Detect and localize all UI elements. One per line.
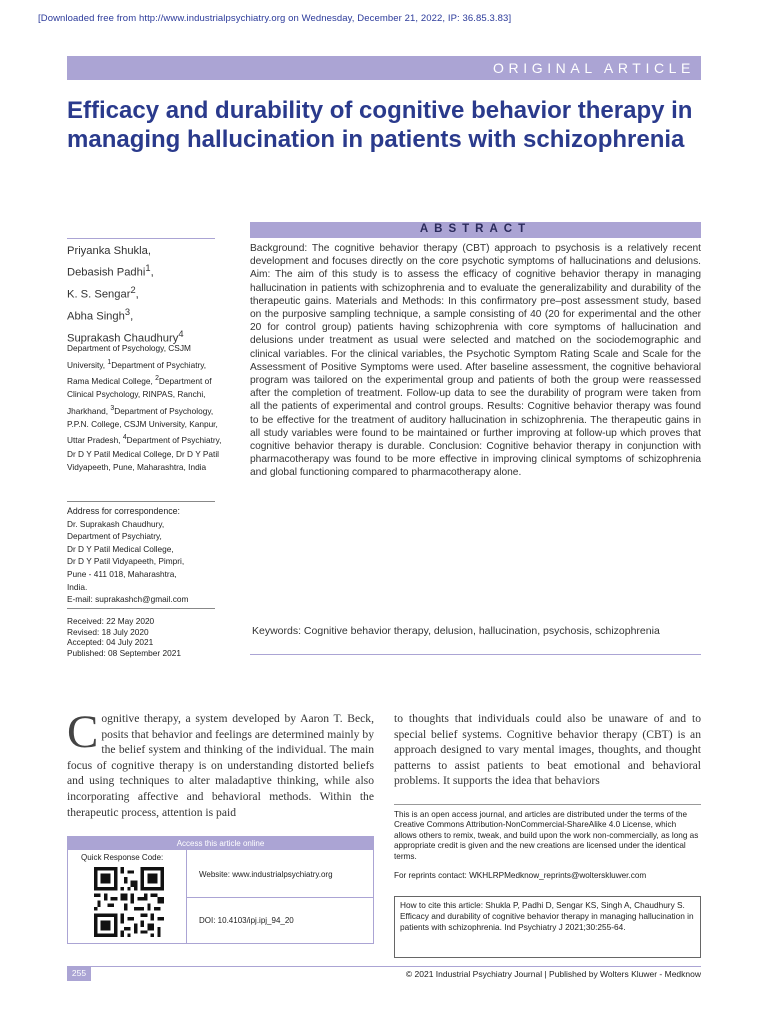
abstract-divider — [67, 238, 215, 239]
affiliations: Department of Psychology, CSJM University, $^1$Department of Psychiatry, Rama Medical College, $^2$Department of Clinical Psychology, RINPAS, Ranchi, Jharkhand, $^3$Department of Psychology, P.P.N. College, CSJM University, Kanpur, Uttar Pradesh, $^4$Department of Psychiatry, Dr D Y Patil Medical College, Dr D Y Patil Vidyapeeth, Pune, Maharashtra, India — [67, 343, 222, 473]
qr-label: Quick Response Code: — [81, 853, 164, 862]
date-accepted: Accepted: 04 July 2021 — [67, 637, 154, 648]
access-header: Access this article online — [68, 837, 373, 850]
license-notice: This is an open access journal, and articles are distributed under the terms of the Creative Commons Attribution-NonCommercial-ShareAlike 4.0 License, which allows others to remix, tweak, and build upon the work non-commercially, as long as appropriate credit is given and the new creations are licensed under the identical terms. — [394, 810, 699, 861]
body-paragraph: to thoughts that individuals could also be unaware of and to special belief systems. Cognitive behavior therapy (CBT) is an approach designed to vary mental images, thoughts, and thought patterns to assist patients to beat emotional and behavioral problems. It supports the idea that behaviors — [394, 712, 701, 788]
footer-copyright: © 2021 Industrial Psychiatry Journal | Published by Wolters Kluwer - Medknow — [405, 969, 701, 979]
divider — [394, 804, 701, 805]
drop-cap: C — [67, 706, 99, 758]
abstract-label: ABSTRACT — [419, 223, 532, 235]
correspondence-line: Dr. Suprakash Chaudhury, — [67, 518, 165, 529]
abstract-text: Background: The cognitive behavior therapy (CBT) approach to psychosis is a relatively recent development and focuses directly on the core psychotic symptoms of hallucinations and delusions. Aim: The aim of this study is to assess the efficacy of cognitive behavior therapy in managing hallucination in patients with schizophrenia and to evaluate the generalizability and durability of the therapeutic gains. Materials and Methods: In this confirmatory pre–post assessment study, based on the purposive sampling technique, a sample consisting of 40 (20 for experimental and the other 20 for control group) patients having schizophrenia with core symptoms of hallucination and delusions under treatment as usual were selected and matched on the sociodemographic and clinical variables. For the clinical variables, the Psychotic Symptom Rating Scale and Scale for the Assessment of Positive Symptoms were used. After baseline assessment, the cognitive behavioral program was tailored on the experimental group and patients of both the group were reassessed after the completion of treatment. Follow-up data to see the durability of program were taken from all the patients of experimental and control groups. Results: Cognitive behavior therapy was found to be effective for the treatment of auditory hallucination in schizophrenia. The therapeutic gains in all study variables were found to be maintained or further improving at follow-up which proves that cognitive behavior therapy is durable. Conclusion: Cognitive behavior therapy in conjunction with pharmacotherapy was found to be more effective in improving clinical symptoms of schizophrenia and global functioning compared to pharmacotherapy alone. — [250, 243, 701, 479]
author-item: Debasish Padhi$^1$, — [67, 263, 154, 280]
citation-box — [394, 896, 701, 958]
keywords: Keywords: Cognitive behavior therapy, delusion, hallucination, psychosis, schizophrenia — [252, 625, 660, 637]
correspondence-block — [67, 505, 237, 606]
body-column-left — [67, 706, 374, 820]
correspondence-line: Department of Psychiatry, — [67, 531, 162, 542]
author-list — [67, 243, 232, 348]
section-label: ORIGINAL ARTICLE — [493, 60, 695, 76]
qr-code-icon[interactable] — [94, 867, 164, 937]
page-number-badge — [67, 967, 91, 981]
publication-dates — [67, 616, 232, 658]
page-number: 255 — [71, 968, 87, 978]
article-title: Efficacy and durability of cognitive behavior therapy in managing hallucination in patients with schizophrenia — [67, 97, 693, 153]
download-banner: [Downloaded free from http://www.industrialpsychiatry.org on Wednesday, December 21, 2022, IP: 36.85.3.83] — [38, 13, 512, 24]
section-bar — [67, 56, 701, 80]
date-received: Received: 22 May 2020 — [67, 616, 155, 626]
divider — [186, 897, 374, 898]
divider — [67, 501, 215, 502]
author-item: Abha Singh$^3$, — [67, 307, 134, 324]
date-published: Published: 08 September 2021 — [67, 647, 181, 658]
divider — [67, 608, 215, 609]
citation-text: How to cite this article: Shukla P, Padhi D, Sengar KS, Singh A, Chaudhury S. Efficacy and durability of cognitive behavior therapy in managing hallucination in patients with schizophrenia. Ind Psychiatry J 2021;30:255-64. — [400, 900, 694, 933]
author-item: Priyanka Shukla, — [67, 245, 151, 257]
affiliation-item: Department of Psychiatry, Rama Medical College, — [67, 359, 207, 386]
divider — [250, 654, 701, 655]
correspondence-line: Dr D Y Patil Medical College, — [67, 543, 174, 554]
affiliation-item: Department of Psychology, P.P.N. College, CSJM University, Kanpur, Uttar Pradesh, — [67, 405, 218, 446]
body-column-right — [394, 711, 701, 789]
body-paragraph: ognitive therapy, a system developed by Aaron T. Beck, posits that behavior and feelings are determined mainly by the belief system and thinking of the individual. The main focus of cognitive therapy is on understanding distorted beliefs and using techniques to alter maladaptive thinking, while also incorporating affective and behavioral methods. Within the therapeutic process, attention is paid — [67, 712, 374, 819]
correspondence-line: Pune - 411 018, Maharashtra, — [67, 568, 177, 579]
affiliation-item: Department of Clinical Psychology, RINPAS, Ranchi, Jharkhand, — [67, 375, 212, 416]
doi-link[interactable]: DOI: 10.4103/ipj.ipj_94_20 — [199, 916, 294, 925]
reprints-contact: For reprints contact: WKHLRPMedknow_reprints@wolterskluwer.com — [394, 871, 647, 880]
abstract-bar — [250, 222, 701, 238]
correspondence-email[interactable]: E-mail: suprakashch@gmail.com — [67, 594, 189, 605]
date-revised: Revised: 18 July 2020 — [67, 626, 149, 637]
footer-divider — [67, 966, 701, 967]
access-article-box — [67, 836, 374, 944]
correspondence-line: India. — [67, 581, 88, 592]
website-link[interactable]: Website: www.industrialpsychiatry.org — [199, 870, 333, 879]
author-item: Suprakash Chaudhury$^4$ — [67, 329, 184, 346]
correspondence-line: Dr D Y Patil Vidyapeeth, Pimpri, — [67, 556, 185, 567]
author-item: K. S. Sengar$^2$, — [67, 285, 139, 302]
affiliation-item: Department of Psychiatry, Dr D Y Patil Medical College, Dr D Y Patil Vidyapeeth, Pune, Maharashtra, India — [67, 435, 222, 473]
correspondence-heading: Address for correspondence: — [67, 506, 180, 516]
affiliation-item: Department of Psychology, CSJM University, — [67, 343, 191, 370]
